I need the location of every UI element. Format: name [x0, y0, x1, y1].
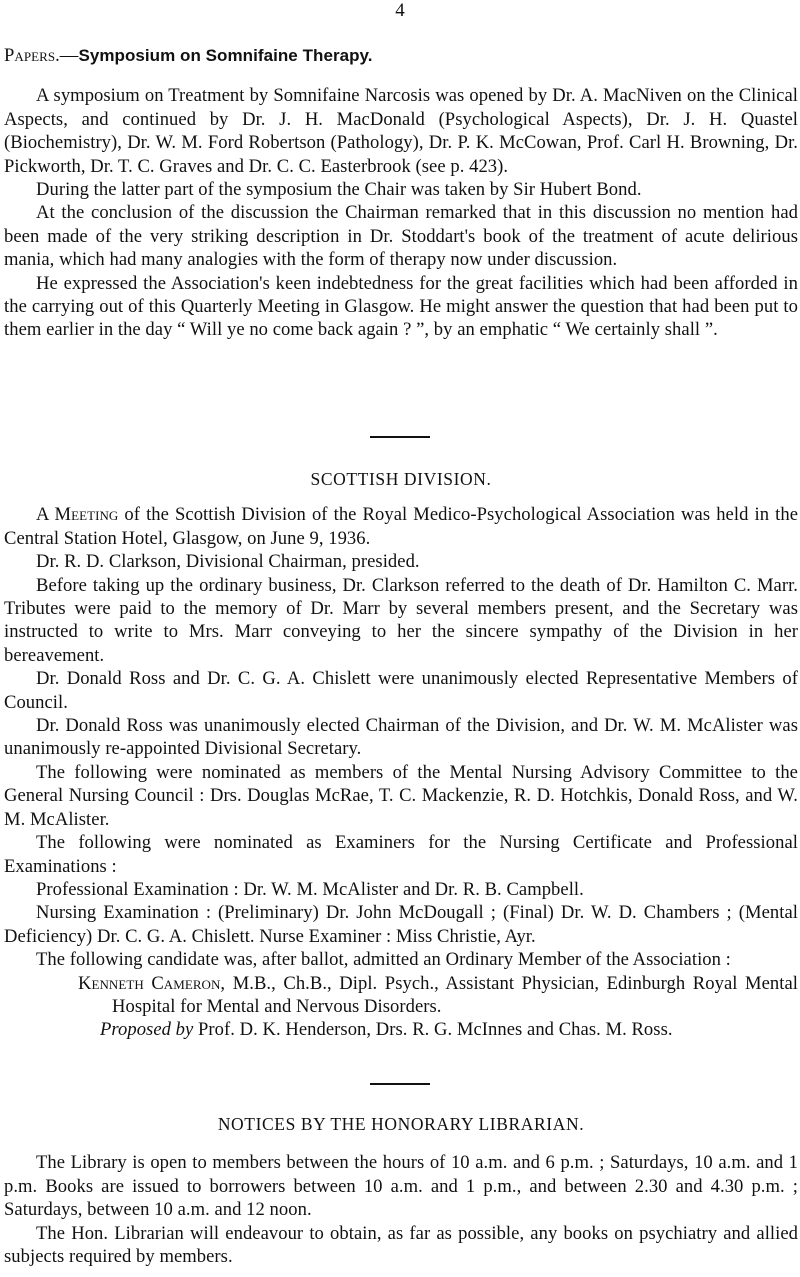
librarian-paragraph: The Library is open to members between the hours of 10 a.m. and 6 p.m. ; Saturdays, 10 a.m. and 1 p.m. Books are issued to borrowers between 10 a.m. and 1 p.m., and between 2.30 and 4.30 p.m. ; Saturdays, between 10 a.m. and 12 noon.: [4, 1152, 798, 1221]
papers-label: Papers.—: [4, 45, 79, 66]
candidate-name: Kenneth Cameron,: [78, 972, 226, 994]
papers-heading: [4, 44, 798, 67]
scottish-paragraph: The following were nominated as Examiners for the Nursing Certificate and Professional Examinations :: [4, 832, 798, 877]
papers-paragraph: He expressed the Association's keen indebtedness for the great facilities which had been afforded in the carrying out of this Quarterly Meeting in Glasgow. He might answer the question that had been put to them earlier in the day “ Will ye no come back again ? ”, by an emphatic “ We certainly shall ”.: [4, 272, 798, 341]
proposer-entry: [4, 1018, 798, 1041]
papers-paragraph: A symposium on Treatment by Somnifaine Narcosis was opened by Dr. A. MacNiven on the Clinical Aspects, and continued by Dr. J. H. MacDonald (Psychological Aspects), Dr. J. H. Quastel (Biochemistry), Dr. W. M. Ford Robertson (Pathology), Dr. P. K. McCowan, Prof. Carl H. Browning, Dr. Pickworth, Dr. T. C. Graves and Dr. C. C. Easterbrook (see p. 423).: [4, 85, 798, 177]
proposers: Prof. D. K. Henderson, Drs. R. G. McInnes and Chas. M. Ross.: [193, 1019, 673, 1041]
candidate-details: M.B., Ch.B., Dipl. Psych., Assistant Physician, Edinburgh Royal Mental Hospital for Mental and Nervous Disorders.: [112, 972, 799, 1017]
librarian-section: [4, 1113, 798, 1268]
scottish-paragraph: Dr. Donald Ross and Dr. C. G. A. Chislett were unanimously elected Representative Members of Council.: [4, 668, 798, 713]
section-divider: [370, 436, 430, 438]
papers-paragraph: At the conclusion of the discussion the Chairman remarked that in this discussion no mention had been made of the very striking description in Dr. Stoddart's book of the treatment of acute delirious mania, which had many analogies with the form of therapy now under discussion.: [4, 202, 798, 271]
librarian-paragraph: The Hon. Librarian will endeavour to obtain, as far as possible, any books on psychiatry and allied subjects required by members.: [4, 1222, 798, 1268]
page-number: 4: [395, 0, 405, 21]
proposed-label: Proposed by: [100, 1019, 194, 1041]
librarian-heading: NOTICES BY THE HONORARY LIBRARIAN.: [217, 1114, 585, 1134]
scottish-heading: SCOTTISH DIVISION.: [310, 469, 492, 489]
scottish-paragraph: [4, 503, 798, 550]
scottish-paragraph: Nursing Examination : (Preliminary) Dr. John McDougall ; (Final) Dr. W. D. Chambers ; (Mental Deficiency) Dr. C. G. A. Chislett. Nurse Examiner : Miss Christie, Ayr.: [4, 902, 798, 947]
scottish-paragraph: Dr. Donald Ross was unanimously elected Chairman of the Division, and Dr. W. M. McAlister was unanimously re-appointed Divisional Secretary.: [4, 715, 798, 760]
papers-title: Symposium on Somnifaine Therapy.: [78, 46, 373, 65]
meeting-lead: A Meeting: [36, 504, 119, 526]
scottish-paragraph: Dr. R. D. Clarkson, Divisional Chairman, presided.: [36, 551, 420, 573]
papers-paragraph: During the latter part of the symposium the Chair was taken by Sir Hubert Bond.: [36, 179, 642, 201]
scottish-paragraph: Before taking up the ordinary business, Dr. Clarkson referred to the death of Dr. Hamilton C. Marr. Tributes were paid to the memory of Dr. Marr by several members present, and the Secretary was instructed to write to Mrs. Marr conveying to her the sincere sympathy of the Division in her bereavement.: [4, 574, 798, 666]
meeting-text: of the Scottish Division of the Royal Medico-Psychological Association was held in the Central Station Hotel, Glasgow, on June 9, 1936.: [4, 504, 798, 549]
scottish-paragraph: Professional Examination : Dr. W. M. McAlister and Dr. R. B. Campbell.: [36, 878, 584, 900]
scottish-paragraph: The following candidate was, after ballot, admitted an Ordinary Member of the Association :: [36, 949, 731, 971]
section-divider: [370, 1083, 430, 1085]
candidate-entry: [4, 972, 798, 1019]
scottish-paragraph: The following were nominated as members of the Mental Nursing Advisory Committee to the General Nursing Council : Drs. Douglas McRae, T. C. Mackenzie, R. D. Hotchkis, Donald Ross, and W. M. McAlister.: [4, 761, 798, 830]
papers-section: [4, 44, 798, 342]
scottish-division-section: [4, 468, 798, 1042]
